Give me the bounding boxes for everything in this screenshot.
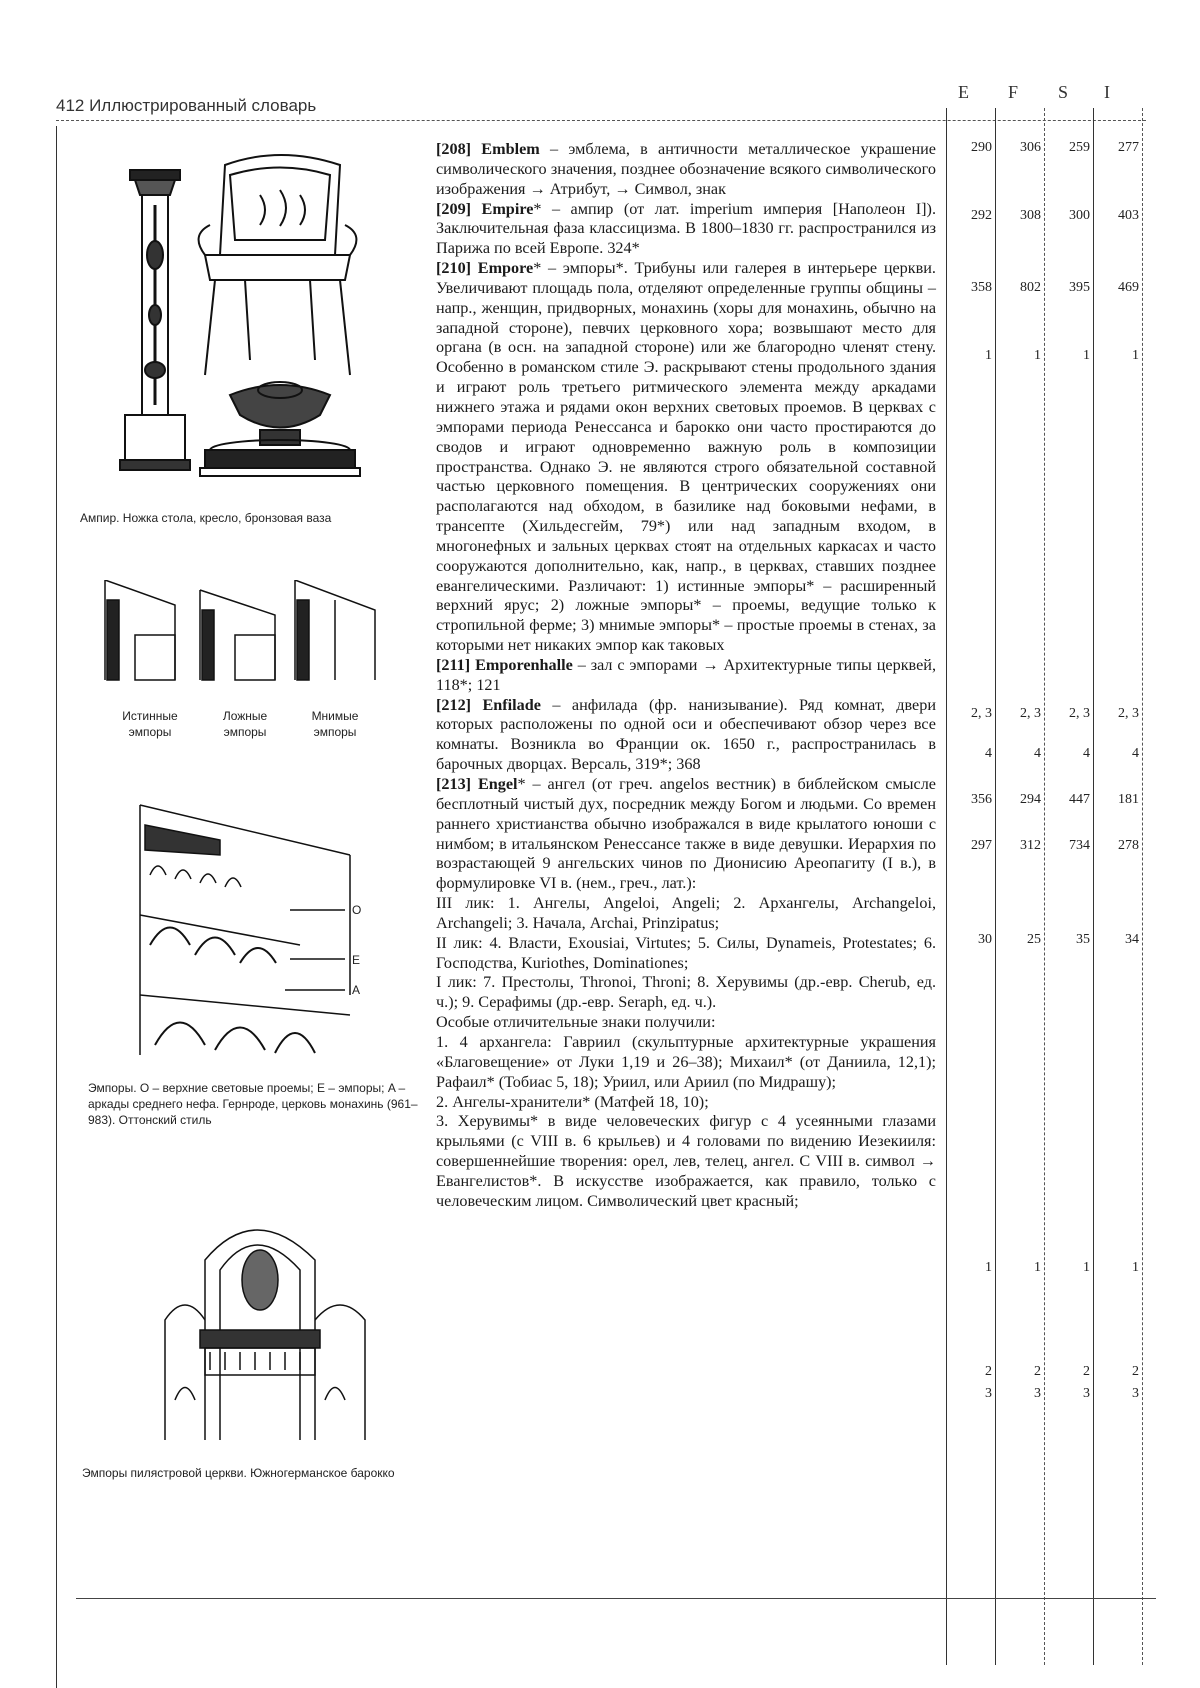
num-e: 30 (978, 932, 992, 947)
num-f: 802 (1020, 280, 1041, 295)
entry-209 (436, 200, 936, 260)
column-rule (1044, 108, 1045, 1665)
num-e: 2, 3 (971, 706, 992, 721)
num-e: 290 (971, 140, 992, 155)
figure-caption-empire: Ампир. Ножка стола, кресло, бронзовая ваза (80, 511, 332, 525)
column-header-f: F (1008, 82, 1019, 102)
num-i: 4 (1132, 746, 1139, 761)
pilaster-church-figure (145, 1200, 375, 1445)
entry-head: [209] Empire (436, 199, 534, 218)
column-rule (946, 108, 947, 1665)
num-f: 3 (1034, 1386, 1041, 1401)
num-s: 259 (1069, 140, 1090, 155)
entry-text: * – ампир (от лат. imperium империя [Наполеон I]). Заключительная фаза классицизма. В 1800–1830 гг. распространился из Парижа по всей Европе. 324* (436, 199, 936, 258)
num-e: 1 (985, 348, 992, 363)
label-false-galleries: Ложные эмпоры (222, 709, 268, 739)
entry-head: [208] Emblem (436, 140, 540, 158)
num-s: 3 (1083, 1386, 1090, 1401)
num-e: 292 (971, 208, 992, 223)
entry-text: – зал с эмпорами → Архитектурные типы церквей, 118*; 121 (436, 655, 936, 694)
entry-213 (436, 775, 936, 894)
entry-text: * – эмпоры*. Трибуны или галерея в интерьере церкви. Увеличивают площадь пола, отделяют определенные группы общины – напр., женщин, придворных, монахинь (хоры для монахинь, обычно на западной стороне), певчих церковного хора; возвышают место для органа (в осн. на западной стороне) или же благородно членят стену. Особенно в романском стиле Э. раскрывают стены продольного здания и играют роль третьего ритмического элемента между аркадами нижнего этажа и рядами окон верхних световых проемов. В церквах с эмпорами периода Ренессанса и барокко они часто простираются до сводов и играют одновременно важную роль в композиции пространства. Однако Э. не являются строго обязательной составной частью церковного помещения. В центрических сооружениях они располагаются над обходом, в базилике над боковыми нефами, в трансепте (Хильдесгейм, 79*) или над западным входом, в многонефных и зальных церквах стоят на отдельных каркасах и часто сооружаются дополнительно, как, напр., в церквах, ставших позднее евангелическими. Различают: 1) истинные эмпоры* – расширенный верхний ярус; 2) ложные эмпоры* – проемы, ведущие только к стропильной ферме; 3) мнимые эмпоры* – простые проемы в стенах, за которыми нет никаких эмпор как таковых (436, 259, 936, 655)
marker-e: E (352, 953, 361, 967)
num-f: 2 (1034, 1364, 1041, 1379)
gallery-types-figure (95, 580, 395, 690)
empire-furniture-figure (110, 145, 390, 495)
figure-caption-gernrode: Эмпоры. O – верхние световые проемы; E – эмпоры; A – аркады среднего нефа. Гернроде, церковь монахинь (961–983). Оттонский стиль (88, 1081, 418, 1127)
num-s: 35 (1076, 932, 1090, 947)
num-f: 25 (1027, 932, 1041, 947)
num-i: 403 (1118, 208, 1139, 223)
entry-text: – эмблема, в античности металлическое украшение символического значения, позднее обозначение всякого символического изображения → Атрибут, → Символ, знак (436, 140, 936, 198)
column-header-s: S (1058, 82, 1069, 102)
num-s: 734 (1069, 838, 1090, 853)
entry-head: [213] Engel (436, 775, 518, 793)
num-s: 447 (1069, 792, 1090, 807)
num-f: 306 (1020, 140, 1041, 155)
num-s: 2 (1083, 1364, 1090, 1379)
num-e: 297 (971, 838, 992, 853)
num-f: 1 (1034, 348, 1041, 363)
gernrode-interior-figure (130, 795, 360, 1065)
angel-hierarchy-line: 2. Ангелы-хранители* (Матфей 18, 10); (436, 1092, 709, 1111)
entry-211 (436, 656, 936, 696)
num-s: 2, 3 (1069, 706, 1090, 721)
num-f: 308 (1020, 208, 1041, 223)
num-e: 4 (985, 746, 992, 761)
num-e: 1 (985, 1260, 992, 1275)
figure-caption-pilaster: Эмпоры пилястровой церкви. Южногерманское барокко (82, 1466, 395, 1480)
dictionary-entries (436, 140, 936, 1212)
num-f: 312 (1020, 838, 1041, 853)
entry-210 (436, 259, 936, 656)
num-e: 358 (971, 280, 992, 295)
num-s: 395 (1069, 280, 1090, 295)
angel-hierarchy-line: II лик: 4. Власти, Exousiai, Virtutes; 5. Силы, Dynameis, Protestates; 6. Господства, Kuriothes, Dominationes; (436, 933, 936, 972)
num-e: 2 (985, 1364, 992, 1379)
num-i: 34 (1125, 932, 1139, 947)
num-i: 469 (1118, 280, 1139, 295)
num-e: 3 (985, 1386, 992, 1401)
num-i: 1 (1132, 348, 1139, 363)
marker-o: O (352, 903, 362, 917)
num-i: 181 (1118, 792, 1139, 807)
entry-208 (436, 140, 936, 200)
entry-head: [211] Emporenhalle (436, 655, 573, 674)
marker-a: A (352, 983, 361, 997)
num-i: 3 (1132, 1386, 1139, 1401)
num-e: 356 (971, 792, 992, 807)
label-true-galleries: Истинные эмпоры (122, 709, 178, 739)
entry-212 (436, 696, 936, 775)
column-rule (995, 108, 996, 1665)
column-header-i: I (1104, 82, 1110, 102)
num-f: 1 (1034, 1260, 1041, 1275)
entry-head: [210] Empore (436, 259, 534, 278)
num-f: 4 (1034, 746, 1041, 761)
angel-hierarchy-line: 3. Херувимы* в виде человеческих фигур с 4 усеянными глазами крыльями (с VIII в. 6 крыльев) и 4 головами по видению Иезекииля: совершеннейшие творения: орел, лев, телец, ангел. С VIII в. символ → Евангелистов*. В искусстве изображается, как правило, только с человеческим лицом. Символический цвет красный; (436, 1112, 936, 1210)
column-header-e: E (958, 82, 969, 102)
num-i: 1 (1132, 1260, 1139, 1275)
num-s: 1 (1083, 348, 1090, 363)
column-rule (1093, 108, 1094, 1665)
column-rule (1142, 108, 1143, 1665)
angel-hierarchy-line: I лик: 7. Престолы, Thronoi, Throni; 8. Херувимы (др.-евр. Cherub, ед. ч.); 9. Серафимы (др.-евр. Seraph, ед. ч.). (436, 973, 936, 1012)
num-i: 2, 3 (1118, 706, 1139, 721)
entry-text: * – ангел (от греч. angelos вестник) в библейском смысле бесплотный чистый дух, посредник между Богом и людьми. Со времен раннего христианства обычно изображался в виде крылатого юноши с нимбом; в итальянском Ренессансе также в виде девушки. Иерархия по возрастающей 9 ангельских чинов по Дионисию Ареопагиту (I в.), в формулировке VI в. (нем., греч., лат.): (436, 775, 936, 893)
angel-hierarchy-line: 1. 4 архангела: Гавриил (скульптурные архитектурные украшения «Благовещение» от Луки 1,19 и 26–38); Михаил* (от Даниила, 12,1); Рафаил* (Тобиас 5, 18); Уриил, или Ариил (по Мидрашу); (436, 1032, 936, 1091)
running-head: 412 Иллюстрированный словарь (56, 96, 317, 115)
num-f: 294 (1020, 792, 1041, 807)
entry-text: – анфилада (фр. нанизывание). Ряд комнат, двери которых расположены по одной оси и обеспечивают обзор через все комнаты. Возникла во Франции ок. 1650 г., распространилась в барочных дворцах. Версаль, 319*; 368 (436, 695, 937, 774)
angel-hierarchy-line: Особые отличительные знаки получили: (436, 1013, 716, 1032)
num-f: 2, 3 (1020, 706, 1041, 721)
num-i: 277 (1118, 140, 1139, 155)
num-i: 2 (1132, 1364, 1139, 1379)
angel-hierarchy-line: III лик: 1. Ангелы, Angeloi, Angeli; 2. Архангелы, Archangeloi, Archangeli; 3. Начала, Archai, Prinzipatus; (436, 894, 936, 932)
num-s: 1 (1083, 1260, 1090, 1275)
num-s: 300 (1069, 208, 1090, 223)
num-s: 4 (1083, 746, 1090, 761)
label-imaginary-galleries: Мнимые эмпоры (311, 709, 359, 739)
bottom-rule (76, 1598, 1156, 1599)
entry-head: [212] Enfilade (436, 695, 541, 714)
num-i: 278 (1118, 838, 1139, 853)
header-rule (56, 120, 1146, 121)
